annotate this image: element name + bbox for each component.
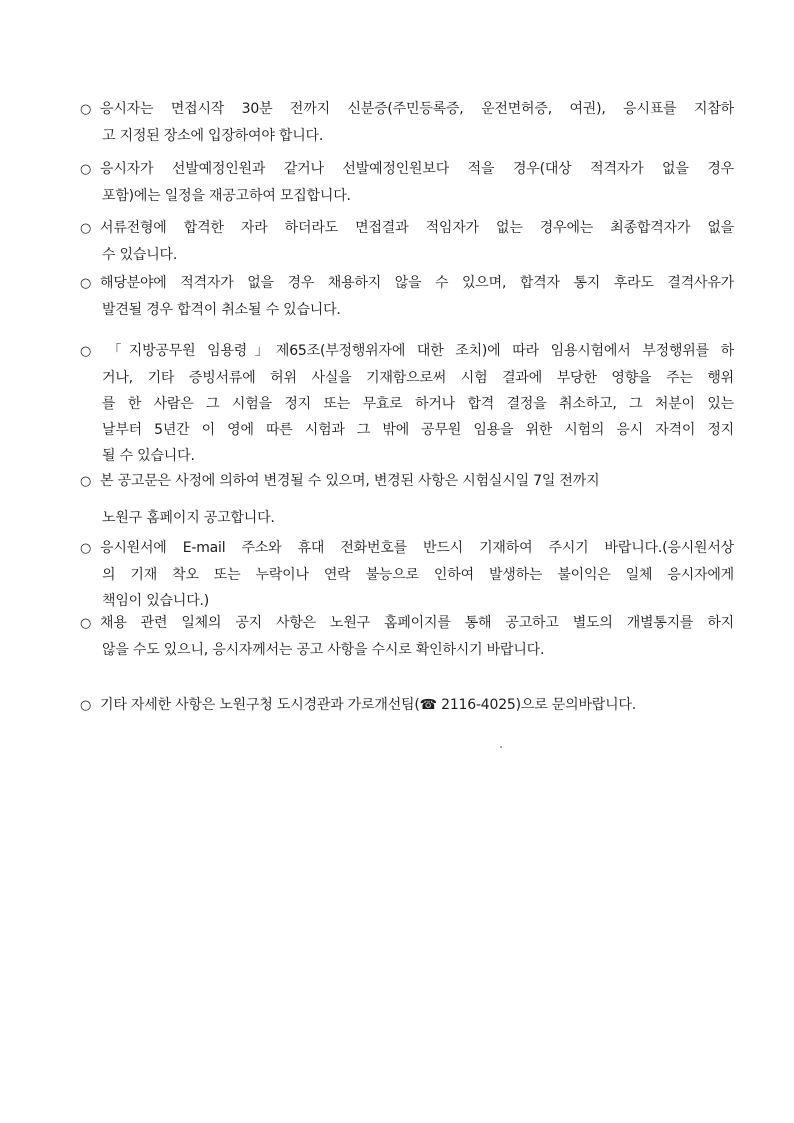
notice-line: 포함)에는 일정을 재공고하여 모집합니다. xyxy=(102,188,351,204)
circle-bullet-icon: ○ xyxy=(80,102,92,117)
notice-line: 기타 자세한 사항은 노원구청 도시경관과 가로개선팀(☎ 2116-4025)으로 문의바랍니다. xyxy=(100,697,636,713)
notice-item-change-notice xyxy=(80,468,734,531)
circle-bullet-icon: ○ xyxy=(80,221,92,236)
notice-item-contact-info xyxy=(80,535,734,614)
notice-line: 서류전형에 합격한 자라 하더라도 면접결과 적임자가 없는 경우에는 최종합격자가 없을 xyxy=(100,220,734,236)
notice-line: 해당분야에 적격자가 없을 경우 채용하지 않을 수 있으며, 합격자 통지 후라도 결격사유가 xyxy=(100,275,734,291)
notice-line: 「지방공무원 임용령」제65조(부정행위자에 대한 조치)에 따라 임용시험에서 부정행위를 하 xyxy=(100,343,734,359)
notice-line: 노원구 홈페이지 공고합니다. xyxy=(102,510,275,526)
circle-bullet-icon: ○ xyxy=(80,541,92,556)
scan-speck xyxy=(500,746,502,748)
notice-line: 거나, 기타 증빙서류에 허위 사실을 기재함으로써 시험 결과에 부당한 영향을 주는 행위 xyxy=(102,370,734,386)
notice-item-no-final-pass xyxy=(80,215,734,268)
circle-bullet-icon: ○ xyxy=(80,474,92,489)
circle-bullet-icon: ○ xyxy=(80,162,92,177)
notice-line: 않을 수도 있으니, 응시자께서는 공고 사항을 수시로 확인하시기 바랍니다. xyxy=(102,642,545,658)
notice-line: 응시자가 선발예정인원과 같거나 선발예정인원보다 적을 경우(대상 적격자가 없을 경우 xyxy=(100,161,734,177)
notice-line: 날부터 5년간 이 영에 따른 시험과 그 밖에 공무원 임용을 위한 시험의 응시 자격이 정지 xyxy=(102,422,734,438)
notice-line: 를 한 사람은 그 시험을 정지 또는 무효로 하거나 합격 결정을 취소하고, 그 처분이 있는 xyxy=(102,396,734,412)
notice-item-inquiry xyxy=(80,692,734,719)
notice-line: 수 있습니다. xyxy=(102,247,178,263)
notice-item-announcements xyxy=(80,610,734,663)
notice-line: 책임이 있습니다.) xyxy=(102,593,210,609)
notice-item-misconduct xyxy=(80,338,734,469)
circle-bullet-icon: ○ xyxy=(80,698,92,713)
notice-line: 의 기재 착오 또는 누락이나 연락 불능으로 인하여 발생하는 불이익은 일체 응시자에게 xyxy=(102,567,734,583)
circle-bullet-icon: ○ xyxy=(80,276,92,291)
circle-bullet-icon: ○ xyxy=(80,616,92,631)
notice-line: 될 수 있습니다. xyxy=(102,448,195,464)
circle-bullet-icon: ○ xyxy=(80,344,92,359)
notice-line: 채용 관련 일체의 공지 사항은 노원구 홈페이지를 통해 공고하고 별도의 개별통지를 하지 xyxy=(100,615,734,631)
notice-line: 발견될 경우 합격이 취소될 수 있습니다. xyxy=(102,302,341,318)
notice-line: 고 지정된 장소에 입장하여야 합니다. xyxy=(102,128,324,144)
notice-item-disqualification xyxy=(80,270,734,323)
notice-item-id-check xyxy=(80,96,734,149)
notice-item-re-announcement xyxy=(80,156,734,209)
notice-line: 응시자는 면접시작 30분 전까지 신분증(주민등록증, 운전면허증, 여권), 응시표를 지참하 xyxy=(100,101,734,117)
notice-line: 응시원서에 E-mail 주소와 휴대 전화번호를 반드시 기재하여 주시기 바랍니다.(응시원서상 xyxy=(100,540,734,556)
notice-line: 본 공고문은 사정에 의하여 변경될 수 있으며, 변경된 사항은 시험실시일 7일 전까지 xyxy=(100,473,600,489)
